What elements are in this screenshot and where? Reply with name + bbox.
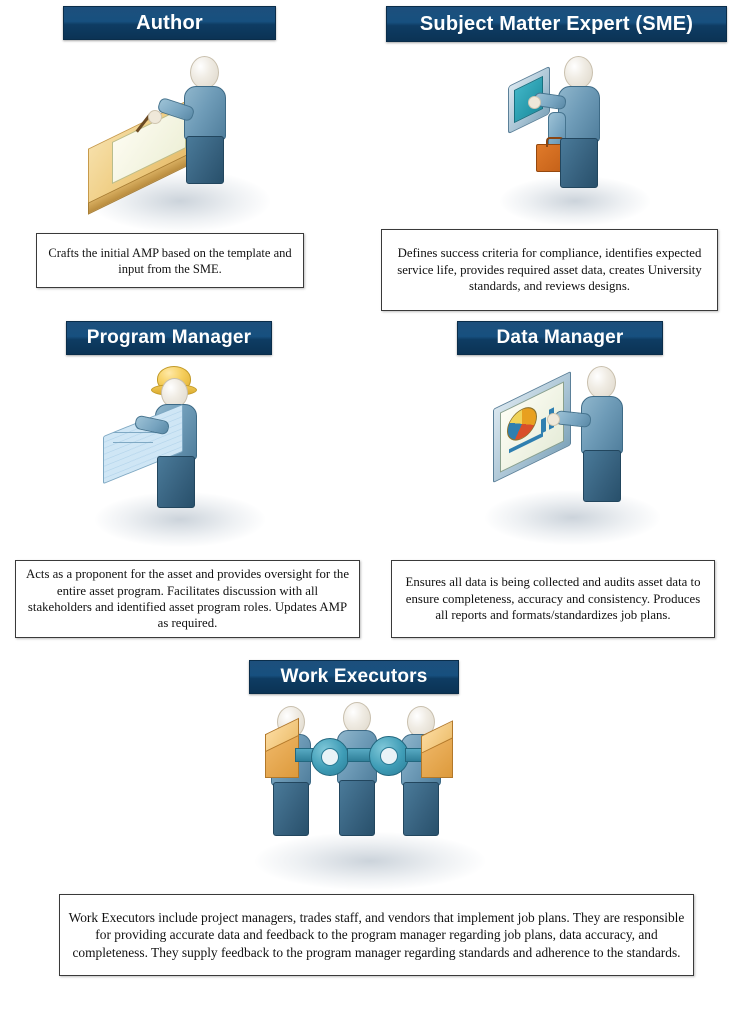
banner-author [63, 6, 276, 40]
figure-legs [157, 456, 195, 508]
banner-program-manager [66, 321, 272, 355]
gear-hole [380, 747, 398, 765]
figure-hand-left [528, 96, 541, 109]
description-author-text: Crafts the initial AMP based on the template and input from the SME. [48, 245, 292, 276]
figure-legs [403, 782, 439, 836]
banner-author-label: Author [136, 11, 203, 34]
figure-data-manager [485, 360, 665, 550]
banner-program-manager-label: Program Manager [86, 327, 252, 348]
figure-hand [148, 110, 162, 124]
figure-sme [490, 52, 650, 220]
figure-legs [560, 138, 598, 188]
banner-data-manager [457, 321, 663, 355]
blueprint-line [113, 442, 153, 443]
figure-legs [583, 450, 621, 502]
figure-head [587, 366, 616, 399]
description-sme-text: Defines success criteria for compliance, identifies expected service life, provides required asset data, creates University standards, and reviews designs. [397, 246, 702, 294]
figure-hand [547, 413, 560, 426]
figure-head [564, 56, 593, 89]
figure-head [190, 56, 219, 89]
description-work-executors [59, 894, 694, 976]
banner-work-executors-label: Work Executors [280, 666, 428, 687]
banner-data-manager-label: Data Manager [496, 327, 624, 348]
figure-legs [273, 782, 309, 836]
banner-sme [386, 6, 727, 42]
banner-sme-label: Subject Matter Expert (SME) [419, 12, 694, 35]
figure-work-executors [255, 700, 485, 890]
gear-hole [321, 748, 339, 766]
figure-legs [186, 136, 224, 184]
description-sme [381, 229, 718, 311]
bar-chart-icon [541, 417, 546, 433]
description-program-manager [15, 560, 360, 638]
figure-legs [339, 780, 375, 836]
description-program-manager-text: Acts as a proponent for the asset and provides oversight for the entire asset program. Facilitates discussion with all stakeholders and identified asset program roles. Updates AMP as required. [25, 567, 350, 631]
description-data-manager-text: Ensures all data is being collected and audits asset data to ensure completeness, accuracy and consistency. Produces all reports and formats/standardizes job plans. [405, 575, 701, 623]
description-data-manager [391, 560, 715, 638]
figure-shadow [485, 490, 660, 545]
figure-author [80, 50, 280, 225]
description-work-executors-text: Work Executors include project managers, trades staff, and vendors that implement job plans. They are responsible for providing accurate data and feedback to the program manager regarding job plans, data accuracy, and completeness. They supply feedback to the program manager regarding standards and adherence to the standards. [68, 910, 685, 960]
description-author [36, 233, 304, 288]
banner-work-executors [249, 660, 459, 694]
figure-shadow [255, 832, 485, 890]
figure-program-manager [95, 362, 275, 547]
